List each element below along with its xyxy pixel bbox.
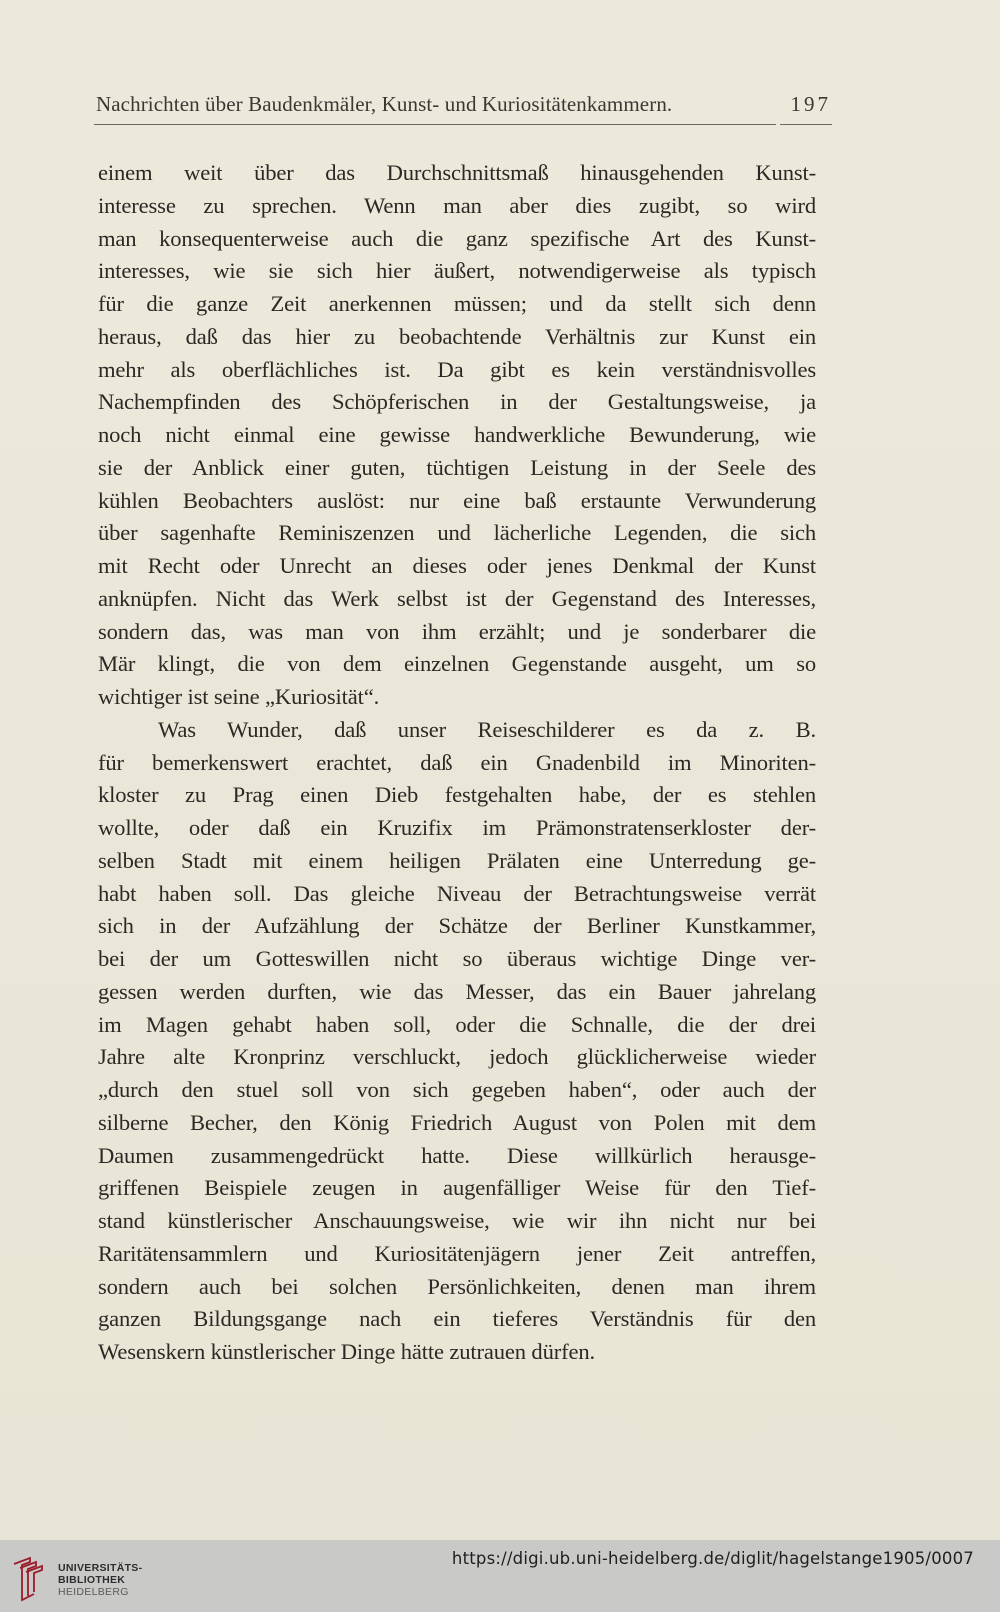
body-text (98, 157, 816, 1369)
text-line: anknüpfen. Nicht das Werk selbst ist der Gegenstand des Interesses, (98, 585, 816, 611)
paragraph-end-line: wichtiger ist seine „Kuriosität“. (98, 684, 380, 709)
page-number: 197 (790, 92, 831, 116)
text-line: interesse zu sprechen. Wenn man aber dies zugibt, so wird (98, 192, 816, 218)
text-line: sondern das, was man von ihm erzählt; und je sonderbarer die (98, 618, 816, 644)
text-line: für bemerkenswert erachtet, daß ein Gnadenbild im Minoriten- (98, 749, 816, 775)
text-line: bei der um Gotteswillen nicht so überaus wichtige Dinge ver- (98, 946, 816, 971)
text-line: sondern auch bei solchen Persönlichkeiten, denen man ihrem (98, 1273, 816, 1299)
text-line: wollte, oder daß ein Kruzifix im Prämonstratenserkloster der- (98, 815, 816, 840)
text-line: habt haben soll. Das gleiche Niveau der Betrachtungsweise verrät (98, 880, 816, 906)
text-line: gessen werden durften, wie das Messer, das ein Bauer jahrelang (98, 978, 816, 1004)
text-line: Mär klingt, die von dem einzelnen Gegenstande ausgeht, um so (98, 651, 816, 677)
header-rule (94, 124, 776, 125)
running-head-title: Nachrichten über Baudenkmäler, Kunst- und Kuriositätenkammern. (96, 92, 673, 116)
text-line: heraus, daß das hier zu beobachtende Verhältnis zur Kunst ein (98, 323, 816, 349)
text-line: mehr als oberflächliches ist. Da gibt es kein verständnisvolles (98, 356, 816, 382)
logo-line-2: BIBLIOTHEK (58, 1574, 126, 1586)
header-rule-short (780, 124, 832, 125)
text-line: „durch den stuel soll von sich gegeben haben“, oder auch der (98, 1077, 816, 1102)
paragraph-end-line: Wesenskern künstlerischer Dinge hätte zutrauen dürfen. (98, 1339, 595, 1364)
text-line: ganzen Bildungsgange nach ein tieferes Verständnis für den (98, 1306, 816, 1332)
paragraph-start-line: Was Wunder, daß unser Reiseschilderer es da z. B. (158, 716, 816, 742)
text-line: sie der Anblick einer guten, tüchtigen Leistung in der Seele des (98, 454, 816, 480)
text-line: sich in der Aufzählung der Schätze der Berliner Kunstkammer, (98, 913, 816, 939)
text-line: interesses, wie sie sich hier äußert, notwendigerweise als typisch (98, 258, 816, 284)
logo-line-1: UNIVERSITÄTS- (58, 1562, 143, 1574)
ub-heidelberg-logo-icon (10, 1554, 52, 1604)
text-line: kloster zu Prag einen Dieb festgehalten habe, der es stehlen (98, 782, 816, 808)
logo-line-3: HEIDELBERG (58, 1586, 129, 1598)
text-line: Raritätensammlern und Kuriositätenjägern jener Zeit antreffen, (98, 1240, 816, 1266)
running-head (96, 88, 831, 118)
text-line: Nachempfinden des Schöpferischen in der Gestaltungsweise, ja (98, 389, 816, 415)
library-logo-text (58, 1562, 142, 1598)
permalink-url[interactable]: https://digi.ub.uni-heidelberg.de/diglit/hagelstange1905/0007 (451, 1549, 974, 1568)
text-line: mit Recht oder Unrecht an dieses oder jenes Denkmal der Kunst (98, 553, 816, 578)
text-line: über sagenhafte Reminiszenzen und lächerliche Legenden, die sich (98, 520, 816, 546)
text-line: man konsequenterweise auch die ganz spezifische Art des Kunst- (98, 225, 816, 251)
text-line: silberne Becher, den König Friedrich August von Polen mit dem (98, 1109, 816, 1135)
text-line: Jahre alte Kronprinz verschluckt, jedoch glücklicherweise wieder (98, 1044, 816, 1070)
text-line: Daumen zusammengedrückt hatte. Diese willkürlich herausge- (98, 1142, 816, 1168)
text-line: einem weit über das Durchschnittsmaß hinausgehenden Kunst- (98, 160, 816, 185)
footer-bar (0, 1540, 1000, 1612)
text-line: griffenen Beispiele zeugen in augenfälliger Weise für den Tief- (98, 1175, 816, 1201)
text-line: für die ganze Zeit anerkennen müssen; und da stellt sich denn (98, 291, 816, 316)
text-line: stand künstlerischer Anschauungsweise, wie wir ihn nicht nur bei (98, 1208, 816, 1233)
text-line: noch nicht einmal eine gewisse handwerkliche Bewunderung, wie (98, 422, 816, 447)
text-line: im Magen gehabt haben soll, oder die Schnalle, die der drei (98, 1011, 816, 1037)
text-line: kühlen Beobachters auslöst: nur eine baß erstaunte Verwunderung (98, 487, 816, 513)
text-line: selben Stadt mit einem heiligen Prälaten eine Unterredung ge- (98, 847, 816, 873)
